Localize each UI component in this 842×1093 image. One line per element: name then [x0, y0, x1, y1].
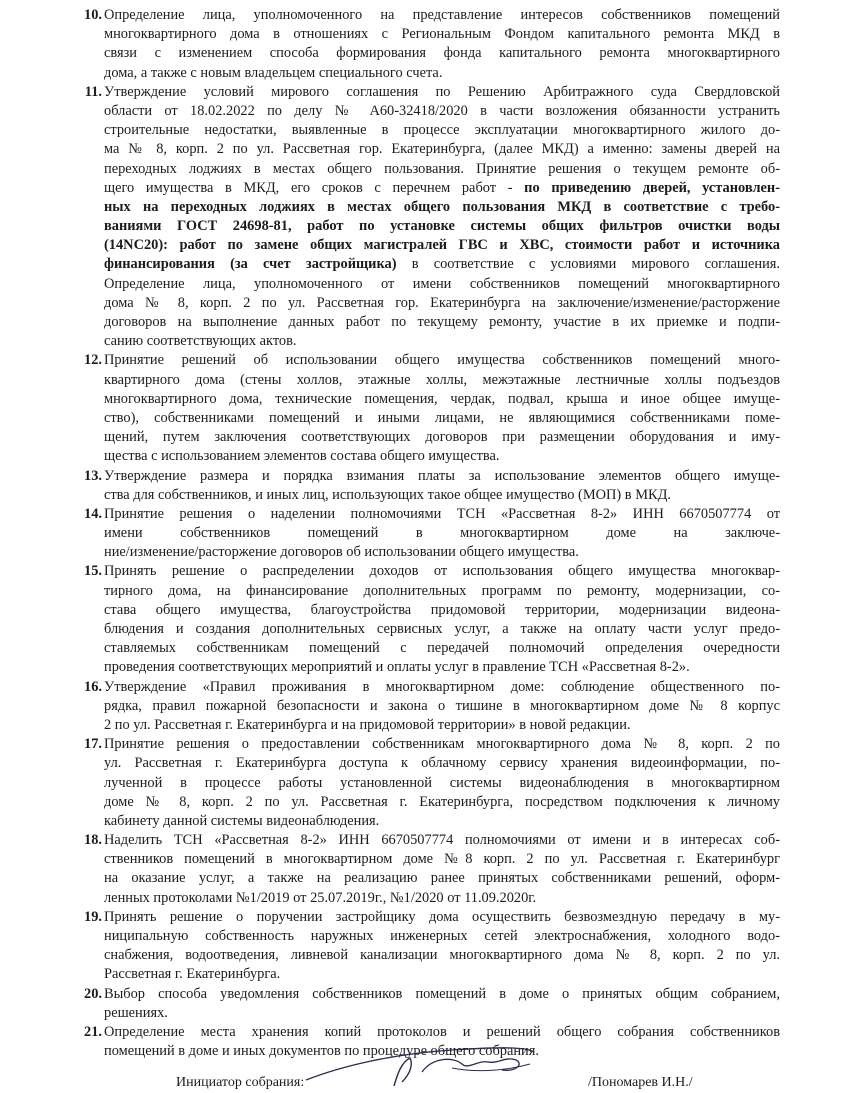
signature-label: Инициатор собрания:	[176, 1075, 305, 1090]
item-text-line	[104, 562, 780, 581]
text-segment: имени собственников помещений в многоквартирном доме на заключе-	[104, 525, 780, 542]
agenda-item	[74, 985, 780, 1023]
item-text-line	[104, 812, 780, 831]
item-text-line	[104, 83, 780, 102]
text-segment: на оказание услуг, а также на реализацию ранее принятых собственниками решений, оформ-	[104, 870, 780, 887]
item-number: 18.	[84, 832, 102, 849]
item-number: 11.	[84, 83, 102, 100]
item-number: 20.	[84, 985, 102, 1002]
item-text-line	[104, 467, 780, 486]
text-segment: области от 18.02.2022 по делу № А60-32418/2020 в части возложения обязанности устранить	[104, 102, 780, 119]
text-segment: блюдения и создания дополнительных сервисных услуг, а также на оплату части услуг предо-	[104, 621, 780, 637]
text-segment: Принять решение о поручении застройщику дома осуществить безвозмездную передачу в му-	[104, 908, 780, 925]
item-text-line	[104, 543, 780, 562]
item-number: 21.	[84, 1023, 102, 1040]
text-segment: проведения соответствующих мероприятий и оплаты услуг в правление ТСН «Рассветная 8-2».	[104, 659, 690, 676]
text-segment: доме № 8, корп. 2 по ул. Рассветная г. Екатеринбурга, посредством подключения к личному	[104, 793, 780, 810]
text-segment: Выбор способа уведомления собственников помещений в доме о принятых общим собранием,	[104, 985, 780, 1002]
item-text-line	[104, 735, 780, 754]
text-segment: става общего имущества, благоустройства придомовой территории, модернизации видеона-	[104, 601, 780, 618]
text-segment: Принятие решения о предоставлении собственникам многоквартирного дома № 8, корп. 2 по	[104, 736, 780, 753]
item-number: 16.	[84, 678, 102, 695]
text-segment: ул. Рассветная г. Екатеринбурга доступа к облачному сервису хранения видеоинформации, по-	[104, 755, 780, 772]
text-segment: квартирного дома (стены холлов, этажные холлы, межэтажные лестничные холлы подъездов	[104, 371, 780, 388]
item-text-line	[104, 639, 780, 658]
text-segment: в соответствие с условиями мирового соглашения.	[396, 256, 780, 273]
item-text-line	[104, 236, 780, 255]
item-text-line	[104, 850, 780, 869]
item-text-line	[104, 658, 780, 677]
item-text-line	[104, 217, 780, 236]
item-text-line	[104, 390, 780, 409]
bold-text: ваниями ГОСТ 24698-81, работ по установке системы общих фильтров очистки воды	[104, 218, 780, 235]
text-segment: тирного дома, на финансирование дополнительных программ по ремонту, модернизации, со-	[104, 582, 780, 599]
agenda-item	[74, 351, 780, 466]
agenda-item	[74, 831, 780, 908]
item-text-line	[104, 351, 780, 370]
item-text-line	[104, 160, 780, 179]
text-segment: Принять решение о распределении доходов от использования общего имущества многоквар-	[104, 563, 780, 580]
item-text-line	[104, 620, 780, 639]
item-number: 19.	[84, 908, 102, 925]
text-segment: щений, путем заключения соответствующих договоров при размещении оборудования и иму-	[104, 429, 780, 446]
text-segment: договоров на выполнение данных работ по текущему ремонту, участие в их приемке и подпи-	[104, 314, 780, 330]
text-segment: связи с изменением способа формирования фонда капитального ремонта многоквартирного	[104, 45, 780, 62]
item-text-line	[104, 505, 780, 524]
text-segment: лученной в процессе работы установленной системы видеонаблюдения в многоквартирном	[104, 774, 780, 791]
text-segment: Определение лица, уполномоченного на представление интересов собственников помещений	[104, 7, 780, 23]
item-text-line	[104, 179, 780, 198]
text-segment: Утверждение условий мирового соглашения по Решению Арбитражного суда Свердловской	[104, 83, 780, 100]
item-number: 13.	[84, 467, 102, 484]
item-text-line	[104, 793, 780, 812]
item-text-line	[104, 486, 780, 505]
item-number: 15.	[84, 563, 102, 580]
text-segment: ство), собственниками помещений и иными лицами, не являющимися собственниками поме-	[104, 409, 780, 426]
text-segment: ма № 8, корп. 2 по ул. Рассветная гор. Екатеринбурга, (далее МКД) а именно: замены дверей на	[104, 141, 780, 158]
text-segment: 2 по ул. Рассветная г. Екатеринбурга и на придомовой территории» в новой редакции.	[104, 716, 631, 733]
bold-text: финансирования (за счет застройщика)	[104, 256, 397, 273]
text-segment: дома № 8, корп. 2 по ул. Рассветная гор. Екатеринбурга на заключение/изменение/расторжение	[104, 294, 780, 311]
item-number: 10.	[84, 7, 102, 23]
text-segment: Принятие решений об использовании общего имущества собственников помещений много-	[104, 352, 780, 369]
agenda-item	[74, 735, 780, 831]
item-text-line	[104, 1023, 780, 1042]
item-text-line	[104, 985, 780, 1004]
item-text-line	[104, 294, 780, 313]
item-text-line	[104, 313, 780, 332]
text-segment: помещений в доме и иных документов по процедуре общего собрания.	[104, 1043, 539, 1060]
item-text-line	[104, 102, 780, 121]
text-segment: дома, а также с новым владельцем специального счета.	[104, 64, 443, 81]
text-segment: ственников помещений в многоквартирном доме №8 корп. 2 по ул. Рассветная г. Екатеринбург	[104, 851, 780, 868]
item-number: 12.	[84, 352, 102, 369]
text-segment: переходных лоджиях в местах общего пользования. Принятие решения о текущем ремонте об-	[104, 160, 780, 177]
item-text-line	[104, 121, 780, 140]
text-segment: Утверждение размера и порядка взимания платы за использование элементов общего имуще-	[104, 467, 780, 484]
item-text-line	[104, 1004, 780, 1023]
text-segment: решениях.	[104, 1004, 168, 1021]
text-segment: ниципальную собственность наружных инженерных сетей электроснабжения, холодного водо-	[104, 928, 780, 944]
agenda-item	[74, 562, 780, 677]
item-text-line	[104, 447, 780, 466]
item-text-line	[104, 869, 780, 888]
item-text-line	[104, 601, 780, 620]
agenda-item	[74, 908, 780, 985]
agenda-item	[74, 467, 780, 505]
text-segment: ства для собственников, и иных лиц, использующих такое общее имущество (МОП) в МКД.	[104, 486, 671, 503]
text-segment: ленных протоколами №1/2019 от 25.07.2019г., №1/2020 от 11.09.2020г.	[104, 889, 537, 906]
item-text-line	[104, 198, 780, 217]
item-number: 17.	[84, 736, 102, 753]
agenda-list	[74, 6, 780, 1061]
item-text-line	[104, 716, 780, 735]
text-segment: Определение лица, уполномоченного от имени собственников помещений многоквартирного	[104, 275, 780, 292]
item-text-line	[104, 946, 780, 965]
signature-row	[0, 1068, 842, 1089]
text-segment: многоквартирного дома, технические помещения, чердак, подвал, крыша и иное общее имуще-	[104, 390, 780, 407]
item-text-line	[104, 6, 780, 25]
item-text-line	[104, 140, 780, 159]
text-segment: Определение места хранения копий протоколов и решений общего собрания собственников	[104, 1023, 780, 1040]
signer-name: /Пономарев И.Н./	[588, 1075, 693, 1090]
text-segment: многоквартирного дома в отношениях с Региональным Фондом капитального ремонта МКД в	[104, 26, 780, 43]
text-segment: щего имущества в МКД, его сроков с перечнем работ -	[104, 179, 525, 196]
item-text-line	[104, 831, 780, 850]
text-segment: ставляемых собственникам помещений с передачей полномочий определения очередности	[104, 640, 780, 657]
item-text-line	[104, 332, 780, 351]
bold-text: по приведению дверей, установлен-	[524, 179, 780, 196]
item-text-line	[104, 44, 780, 63]
bold-text: (14NC20): работ по замене общих магистралей ГВС и ХВС, стоимости работ и источника	[104, 237, 780, 254]
text-segment: Рассветная г. Екатеринбурга.	[104, 966, 281, 983]
bold-text: ных на переходных лоджиях в местах общего пользования МКД в соответствие с требо-	[104, 198, 780, 215]
item-text-line	[104, 774, 780, 793]
item-text-line	[104, 697, 780, 716]
text-segment: щества с использованием элементов состава общего имущества.	[104, 448, 500, 465]
agenda-item	[74, 678, 780, 736]
item-text-line	[104, 275, 780, 294]
text-segment: строительные недостатки, выявленные в процессе эксплуатации многоквартирного жилого до-	[104, 122, 780, 139]
item-text-line	[104, 524, 780, 543]
text-segment: Утверждение «Правил проживания в многоквартирном доме: соблюдение общественного по-	[104, 678, 780, 695]
text-segment: Наделить ТСН «Рассветная 8-2» ИНН 6670507774 полномочиями от имени и в интересах соб-	[104, 832, 780, 849]
item-text-line	[104, 582, 780, 601]
item-text-line	[104, 64, 780, 83]
agenda-item	[74, 6, 780, 83]
item-text-line	[104, 25, 780, 44]
text-segment: санию соответствующих актов.	[104, 333, 297, 350]
text-segment: рядка, правил пожарной безопасности и закона о тишине в многоквартирном доме № 8 корпус	[104, 697, 780, 714]
item-text-line	[104, 678, 780, 697]
item-text-line	[104, 889, 780, 908]
item-text-line	[104, 409, 780, 428]
text-segment: снабжения, водоотведения, ливневой канализации многоквартирного дома № 8, корп. 2 по ул.	[104, 947, 780, 964]
item-text-line	[104, 428, 780, 447]
item-text-line	[104, 754, 780, 773]
item-text-line	[104, 255, 780, 274]
agenda-item	[74, 505, 780, 563]
item-text-line	[104, 908, 780, 927]
item-text-line	[104, 965, 780, 984]
text-segment: Принятие решения о наделении полномочиями ТСН «Рассветная 8-2» ИНН 6670507774 от	[104, 505, 780, 522]
agenda-item	[74, 83, 780, 352]
text-segment: кабинету данной системы видеонаблюдения.	[104, 812, 380, 829]
item-text-line	[104, 927, 780, 946]
item-number: 14.	[84, 505, 102, 522]
text-segment: ние/изменение/расторжение договоров об использовании общего имущества.	[104, 544, 579, 561]
item-text-line	[104, 371, 780, 390]
